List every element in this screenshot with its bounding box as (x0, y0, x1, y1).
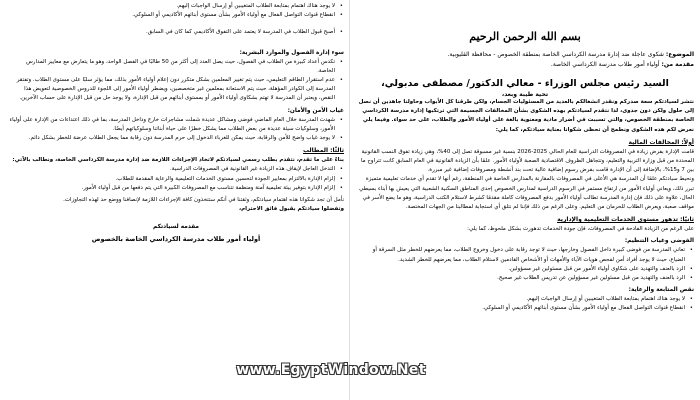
list-item: • أصبح قبول الطلاب في المدرسة لا يعتمد على التفوق الأكاديمي كما كان في السابق. (8, 28, 335, 37)
decline-list (8, 28, 344, 37)
signature-name: أولياء أمور طلاب مدرسة الكرداسي الخاصة بالخصوص (91, 235, 261, 244)
submitted-by-label: مقدمة من: (661, 61, 694, 68)
right-column (356, 0, 694, 400)
section2-intro: على الرغم من الزيادة الفادحة في المصروفات، فإن جودة الخدمات تدهورت بشكل ملحوظ، كما يلي: (467, 226, 694, 233)
list-item: • عدم استقرار الطاقم التعليمي، حيث يتم تغيير المعلمين بشكل متكرر دون إعلام أولياء الأمور بذلك، مما يؤثر سلبًا على مستوى الطلاب. وتفتقر المدرسة إلى الكوادر المؤهلة، حيث يتم الاستعانة بمعلمين غير متخصصين، ويضطر أولياء الأمور إلى اللجوء للدروس الخصوصية لتعويض هذا النقص، ويعتبر أن المدرسة لا تهتم بشكاوى أولياء الأمور أو بمستوى أبنائهم من قبل الإدارة، ولا يوجد حل من قبل الإدارة على حساب الآخرين. (8, 76, 335, 104)
subject-text: شكوى عاجلة ضد إدارة مدرسة الكرداسي الخاصة بمنطقة الخصوص - محافظة القليوبية. (447, 51, 664, 58)
basmala: بسم الله الرحمن الرحيم (469, 30, 581, 43)
top-list (8, 2, 344, 20)
list-item: • تعاني المدرسة من فوضى كبيرة داخل الفصول وخارجها، حيث لا توجد رقابة على دخول وخروج الطلاب، مما يعرضهم للخطر مثل السرقة أو الضياع، حيث لا يوجد أفراد أمن لفحص هويات الآباء والأمهات أو الأشخاص القادمين لاستلام الطلاب، مما يعرضهم للخطر الشديد. (356, 246, 685, 264)
subject-line (356, 50, 694, 60)
follow-list (356, 295, 694, 313)
demands-intro: بناءً على ما تقدم، نتقدم بطلب رسمي لسيادتكم لاتخاذ الإجراءات اللازمة ضد إدارة مدرسة الكرداسي الخاصة، ونطالب بالآتي: (12, 157, 344, 164)
subject-label: الموضوع: (665, 51, 694, 58)
safety-title: غياب الأمن والأمان: (287, 107, 344, 114)
list-item: • الرد بالعنف والتهديد على شكاوى أولياء الأمور من قبل مسئولين غير مسؤولين. (356, 265, 685, 274)
left-column (8, 0, 344, 400)
safety-list (8, 116, 344, 144)
list-item: • الرد بالعنف والتهديد من قبل مسئولين غير مسؤولين عن تدريس الطلاب غير صحيح. (356, 274, 685, 283)
staff-title: سوء إدارة الفصول والموارد البشرية: (239, 49, 344, 56)
list-item: • التدخل العاجل لإيقاف هذه الزيادة غير القانونية في المصروفات الدراسية. (8, 165, 335, 174)
section2-title: ثانيًا: تدهور مستوى الخدمات التعليمية والإدارية (557, 216, 694, 224)
demands-title: ثالثًا: المطالب (303, 147, 344, 155)
watermark: www.EgyptWindow.Net (236, 362, 426, 378)
chaos-title: الفوضى وغياب التنظيم: (624, 238, 694, 245)
list-item: • لا يوجد غياب واضح للأمن والرقابة، حيث يمكن للغرباء الدخول إلى حرم المدرسة دون رقابة مما يجعل الطلاب عرضة للخطر بشكل دائم. (8, 134, 335, 143)
submitted-by-text: أولياء أمور طلاب مدرسة الكرداسي الخاصة. (550, 61, 660, 68)
thanks-line: وتفضلوا سيادتكم بقبول فائق الاحترام، (238, 206, 344, 213)
section1-paragraph2: ونحيط سيادتكم علمًا أن المدرسة هي الأعلى في المصروفات بالمقارنة بالمدارس الخاصة في المنطقة، رغم أنها لا تقدم أي خدمات تعليمية متميزة تبرر ذلك، ويعاني أولياء الأمور من ارتفاع مستمر في الرسوم الدراسية لمدارس الخصوص إحدى المناطق السكنية الشعبية التي يعيش بها أبناء بسيطي الحال، علاوة على ذلك فإن إدارة المدرسة تطالب أولياء الأمور بدفع المصروفات كاملة مقدمًا كشرط لاستلام الكتب الدراسية، وهو ما يضع الأسر في مواقف صعبة، ويعرض الطلاب للحرمان من التعليم. وعلى الرغم من ذلك فإننا لم نتلق أي استجابة لمطالبنا من الجهات المختصة. (359, 176, 694, 211)
list-item: • تكدس أعداد كبيرة من الطلاب في الفصول، حيث يصل العدد إلى أكثر من 50 طالبًا في الفصل الواحد، وهو ما يتعارض مع معايير المدارس الخاصة. (8, 58, 335, 76)
signature-label: مقدمه لسيادتكم (153, 224, 199, 231)
list-item: • شهدت المدرسة خلال العام الماضي فوضى ومشاكل عديدة شملت مشاجرات خارج وداخل المدرسة، بما في ذلك اعتداءات من الإدارة على أولياء الأمور، وسلوكيات سيئة عديدة من بعض الطلاب مما يشكل خطرًا على حياة أبنائنا وسلوكياتهم أيضًا. (8, 116, 335, 134)
list-item: • إلزام الإدارة بالالتزام بمعايير الجودة لتحسين مستوى الخدمات التعليمية والرعاية المقدمة للطلاب. (8, 175, 335, 184)
section1-paragraph1: قامت الإدارة بفرض زيادة في المصروفات الدراسية للعام الحالي 2025-2026 بنسبة غير مسبوقة تصل إلى 40%، وهي زيادة تفوق النسب القانونية المحددة من قبل وزارة التربية والتعليم، وتتجاهل الظروف الاقتصادية الصعبة لأولياء الأمور. علمًا بأن الزيادة القانونية في العام السابق كانت تتراوح ما بين 7 و15%، بالإضافة إلى أن الإدارة قامت بفرض رسوم إضافية عالية تحت بند أنشطة ومصروفات إضافية غير مبررة. (360, 148, 694, 174)
submitted-by-line (356, 60, 694, 70)
staff-list (8, 58, 344, 104)
closing-paragraph: نأمل أن تجد شكوانا هذه اهتمام سيادتكم، وثقتنا في أنكم ستتخذون كافة الإجراءات اللازمة لإنصافنا ووضع حد لهذه التجاوزات. (63, 197, 344, 204)
section1-title: أولاً: المخالفات المالية (628, 138, 694, 146)
list-item: • انقطاع قنوات التواصل الفعال مع أولياء الأمور بشأن مستوى أبنائهم الأكاديمي أو السلوكي. (356, 304, 685, 313)
list-item: • انقطاع قنوات التواصل الفعال مع أولياء الأمور بشأن مستوى أبنائهم الأكاديمي أو السلوكي. (8, 11, 335, 20)
follow-title: نقص المتابعة والرعاية: (628, 287, 694, 294)
column-divider (349, 0, 350, 400)
addressee: السيد رئيس مجلس الوزراء - معالي الدكتور/ مصطفى مدبولي، (381, 78, 669, 89)
greeting: تحية طيبة وبعد، (501, 91, 549, 98)
demands-list (8, 165, 344, 193)
list-item: • إلزام الإدارة بتوفير بيئة تعليمية آمنة ومنظمة تتناسب مع المصروفات الكبيرة التي يتم دفعها من قبل أولياء الأمور. (8, 184, 335, 193)
chaos-list (356, 246, 694, 283)
list-item: • لا يوجد هناك اهتمام بمتابعة الطلاب المتغيبين أو إرسال الواجبات إليهم. (8, 2, 335, 11)
list-item: • لا يوجد هناك اهتمام بمتابعة الطلاب المتغيبين أو إرسال الواجبات إليهم. (356, 295, 685, 304)
intro-paragraph: نتشر لسيادتكم سعة صدركم ونقدر انشغالكم بالعديد من المسئوليات الجسام، ولكن طرقنا كل الأبواب وحاولنا جاهدين أن نصل إلى حلول ولكن دون جدوى، لذا نتقدم لسيادتكم بهذه الشكوى بشأن المخالفات الجسيمة التي ترتكبها إدارة مدرسة الكرداسي الخاصة بمنطقة الخصوص، والتي تسببت في أضرار مادية ومعنوية بالغة على أولياء الأمور والطلاب، على حد سواء. وفيما يلي نعرض لكم هذه الشكوى ونطمح أن تحظى شكوانا بعناية سيادتكم، كما يلي: (358, 99, 694, 133)
